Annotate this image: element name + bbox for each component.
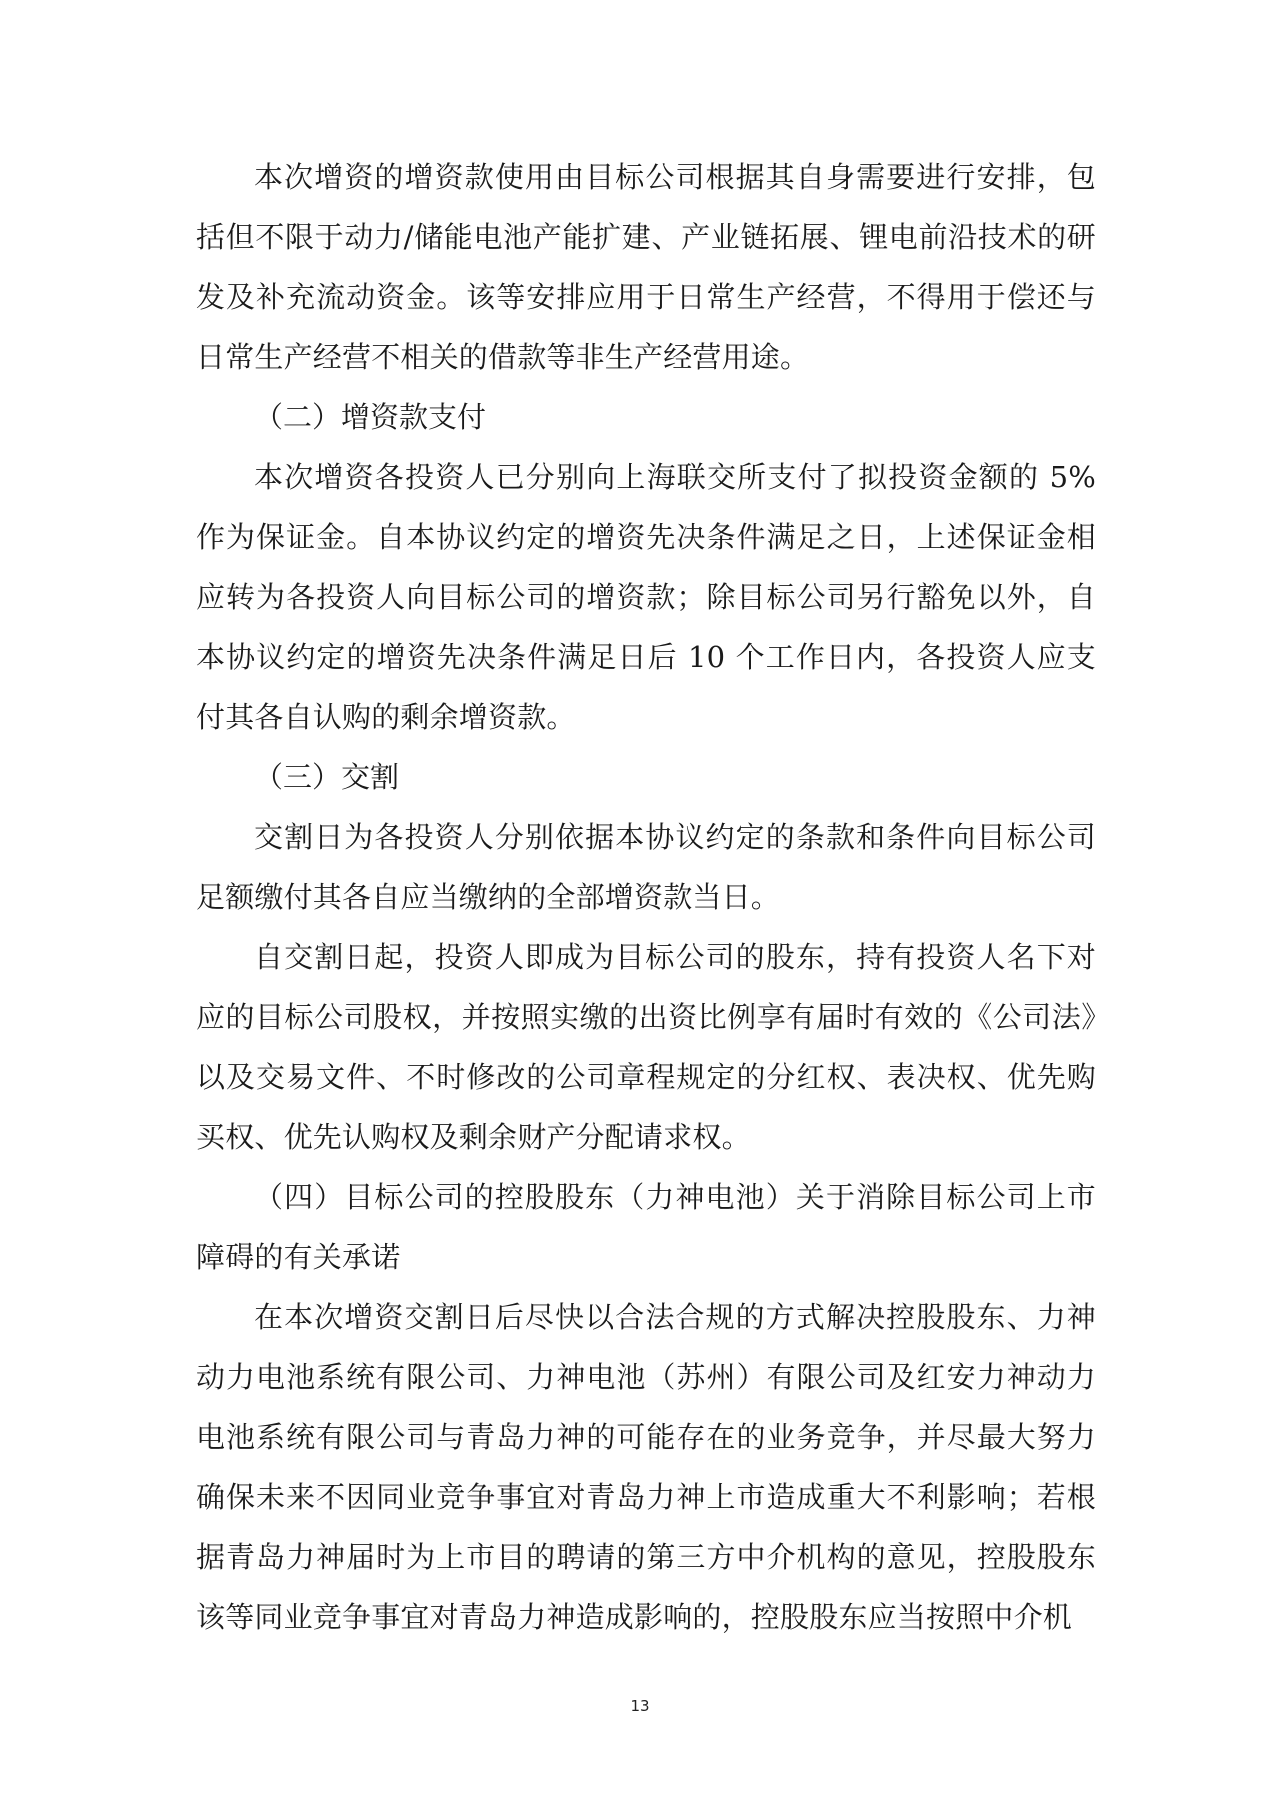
document-body	[196, 147, 1096, 1647]
paragraph-capital-use: 本次增资的增资款使用由目标公司根据其自身需要进行安排，包括但不限于动力/储能电池产能扩建、产业链拓展、锂电前沿技术的研发及补充流动资金。该等安排应用于日常生产经营，不得用于偿还与日常生产经营不相关的借款等非生产经营用途。	[196, 160, 1096, 374]
paragraph-shareholder-rights: 自交割日起，投资人即成为目标公司的股东，持有投资人名下对应的目标公司股权，并按照实缴的出资比例享有届时有效的《公司法》以及交易文件、不时修改的公司章程规定的分红权、表决权、优先购买权、优先认购权及剩余财产分配请求权。	[196, 940, 1096, 1154]
paragraph-payment: 本次增资各投资人已分别向上海联交所支付了拟投资金额的 5%作为保证金。自本协议约定的增资先决条件满足之日，上述保证金相应转为各投资人向目标公司的增资款；除目标公司另行豁免以外，自本协议约定的增资先决条件满足日后 10 个工作日内，各投资人应支付其各自认购的剩余增资款。	[196, 460, 1096, 734]
section-heading-closing: （三）交割	[254, 760, 400, 794]
paragraph-closing-date: 交割日为各投资人分别依据本协议约定的条款和条件向目标公司足额缴付其各自应当缴纳的全部增资款当日。	[196, 820, 1096, 914]
paragraph-commitment: 在本次增资交割日后尽快以合法合规的方式解决控股股东、力神动力电池系统有限公司、力神电池（苏州）有限公司及红安力神动力电池系统有限公司与青岛力神的可能存在的业务竞争，并尽最大努力确保未来不因同业竞争事宜对青岛力神上市造成重大不利影响；若根据青岛力神届时为上市目的聘请的第三方中介机构的意见，控股股东该等同业竞争事宜对青岛力神造成影响的，控股股东应当按照中介机	[196, 1300, 1096, 1634]
section-heading-payment: （二）增资款支付	[254, 400, 487, 434]
page-number: 13	[630, 1697, 650, 1715]
section-heading-commitment: （四）目标公司的控股股东（力神电池）关于消除目标公司上市障碍的有关承诺	[196, 1180, 1096, 1274]
